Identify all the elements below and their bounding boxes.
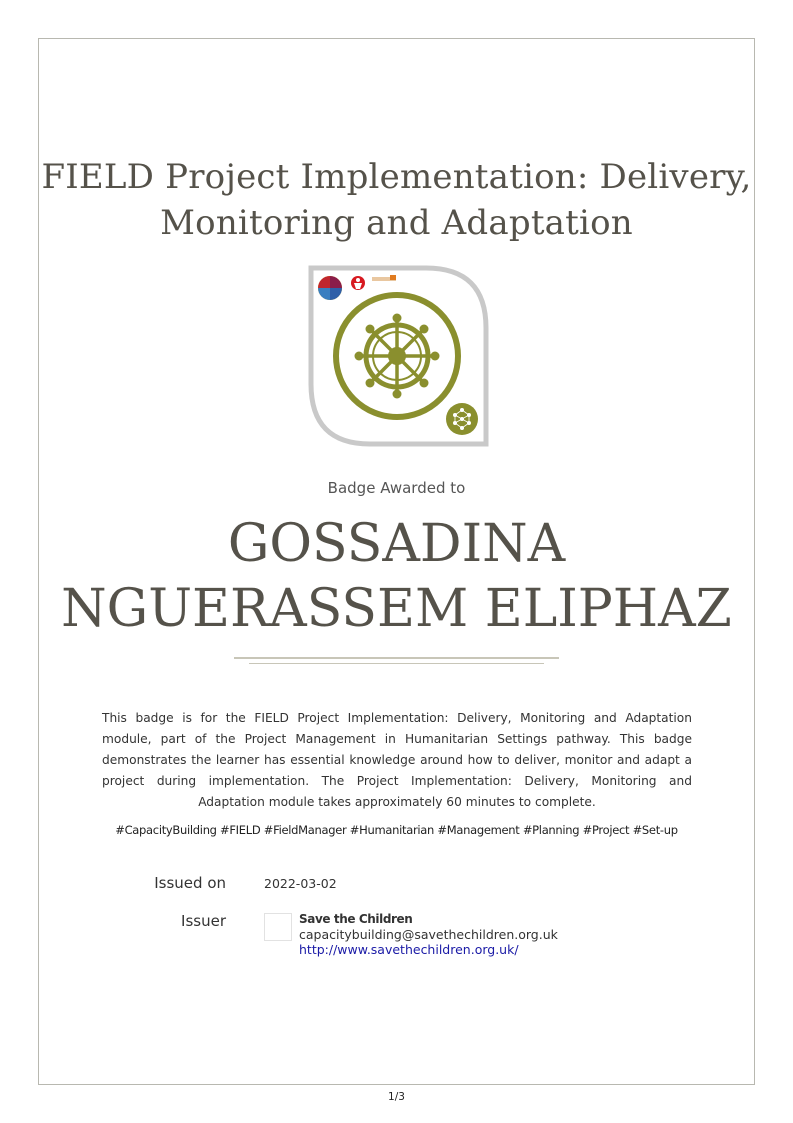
partner-logo-icon bbox=[318, 276, 342, 300]
issuer-label: Issuer bbox=[181, 912, 226, 930]
ships-wheel-icon bbox=[355, 314, 440, 399]
network-emblem-icon bbox=[446, 403, 478, 435]
issuer-logo-icon bbox=[264, 913, 292, 941]
divider bbox=[249, 663, 544, 664]
badge-tags: #CapacityBuilding #FIELD #FieldManager #Humanitarian #Management #Planning #Project #Set-up bbox=[115, 823, 678, 837]
ships-wheel-badge-icon bbox=[306, 264, 490, 448]
issuer-email: capacitybuilding@savethechildren.org.uk bbox=[299, 927, 558, 942]
issuer-website-link[interactable]: http://www.savethechildren.org.uk/ bbox=[299, 942, 519, 957]
divider bbox=[234, 657, 559, 659]
save-the-children-logo-icon bbox=[351, 276, 365, 290]
issuer-name: Save the Children bbox=[299, 912, 413, 926]
recipient-name: GOSSADINA NGUERASSEM ELIPHAZ bbox=[61, 514, 732, 639]
badge-description: This badge is for the FIELD Project Implementation: Delivery, Monitoring and Adaptation module, part of the Project Management in Humanitarian Settings pathway. This badge demonstrates the learner has essential knowledge around how to deliver, monitor and adapt a project during implementation. The Project Implementation: Delivery, Monitoring and Adaptation module takes approximately 60 minutes to complete. bbox=[102, 711, 692, 809]
badge-awarded-label: Badge Awarded to bbox=[327, 479, 466, 497]
issued-date: 2022-03-02 bbox=[264, 876, 337, 891]
issued-on-label: Issued on bbox=[154, 874, 226, 892]
issuer-info bbox=[299, 912, 558, 957]
page-number: 1/3 bbox=[388, 1091, 405, 1103]
badge-title: FIELD Project Implementation: Delivery, Monitoring and Adaptation bbox=[41, 157, 752, 243]
